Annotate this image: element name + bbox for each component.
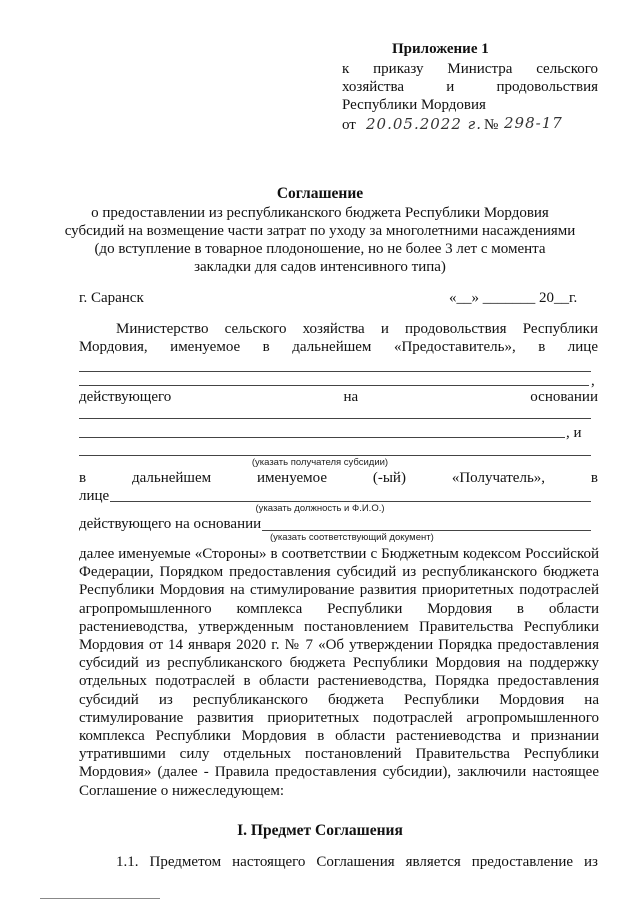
person-prefix: лице xyxy=(79,488,110,504)
order-line-1: к приказу Министра сельского xyxy=(342,61,598,77)
title-line-3: (до вступление в товарное плодоношение, но не более 3 лет с момента xyxy=(94,241,546,257)
title-line-2: субсидий на возмещение части затрат по уходу за многолетними насаждениями xyxy=(64,223,576,239)
acting-line: действующего на основании xyxy=(79,389,598,405)
ministry-line-1: Министерство сельского хозяйства и продовольствия Республики xyxy=(116,321,598,337)
handwritten-number: 298-17 xyxy=(504,114,563,132)
blank-line xyxy=(110,501,591,502)
agreement-heading: Соглашение xyxy=(276,185,364,202)
blank-line xyxy=(79,371,591,372)
hint-document: (указать соответствующий документ) xyxy=(270,532,434,543)
paragraph-text: далее именуемые «Стороны» в соответствии с Бюджетным кодексом Российской Федерации, Порядком предоставления субсидий из республиканского бюджета Республики Мордовия на стимулирование развития приоритетных подотраслей агропромышленного комплекса Республики Мордовия в области растениеводства, утвержденным постановлением Правительства Республики Мордовия от 14 января 2020 г. № 7 «Об утверждении Порядка предоставления субсидий из республиканского бюджета Республики Мордовия на поддержку отдельных подотраслей в области растениеводства, Порядка предоставления субсидий из республиканского бюджета Республики Мордовия на стимулирование развития приоритетных подотраслей агропромышленного комплекса Республики Мордовия в области растениеводства и признании утратившими силу отдельных постановлений Правительства Республики Мордовия» (далее - Правила предоставления субсидии), заключили настоящее Соглашение о нижеследующем: xyxy=(79,546,599,799)
main-paragraph xyxy=(79,545,599,800)
clause-1-1: 1.1. Предметом настоящего Соглашения является предоставление из xyxy=(116,854,598,870)
hint-position: (указать должность и Ф.И.О.) xyxy=(255,503,385,514)
comma: , xyxy=(591,373,595,389)
title-line-4: закладки для садов интенсивного типа) xyxy=(194,259,446,275)
order-line-3: Республики Мордовия xyxy=(342,97,486,113)
order-from-prefix: от xyxy=(342,117,356,133)
footnote-divider xyxy=(40,898,160,899)
appendix-title: Приложение 1 xyxy=(392,41,489,57)
order-number-prefix: № xyxy=(484,117,499,133)
acting-basis: действующего на основании xyxy=(79,516,262,532)
date-template: «__» _______ 20__г. xyxy=(449,290,578,306)
blank-line xyxy=(262,530,591,531)
order-line-2: хозяйства и продовольствия xyxy=(342,79,598,95)
blank-line xyxy=(79,455,591,456)
hint-recipient: (указать получателя субсидии) xyxy=(251,457,389,468)
handwritten-date: 20.05.2022 г. xyxy=(366,115,483,133)
blank-line xyxy=(79,385,589,386)
recipient-line: в дальнейшем именуемое (-ый) «Получатель», в xyxy=(79,470,598,486)
and-suffix: , и xyxy=(566,425,582,441)
title-line-1: о предоставлении из республиканского бюджета Республики Мордовия xyxy=(91,205,549,221)
city: г. Саранск xyxy=(79,290,144,306)
ministry-line-2: Мордовия, именуемое в дальнейшем «Предоставитель», в лице xyxy=(79,339,598,355)
blank-line xyxy=(79,418,591,419)
section-heading: I. Предмет Соглашения xyxy=(237,822,403,839)
blank-line xyxy=(79,437,565,438)
